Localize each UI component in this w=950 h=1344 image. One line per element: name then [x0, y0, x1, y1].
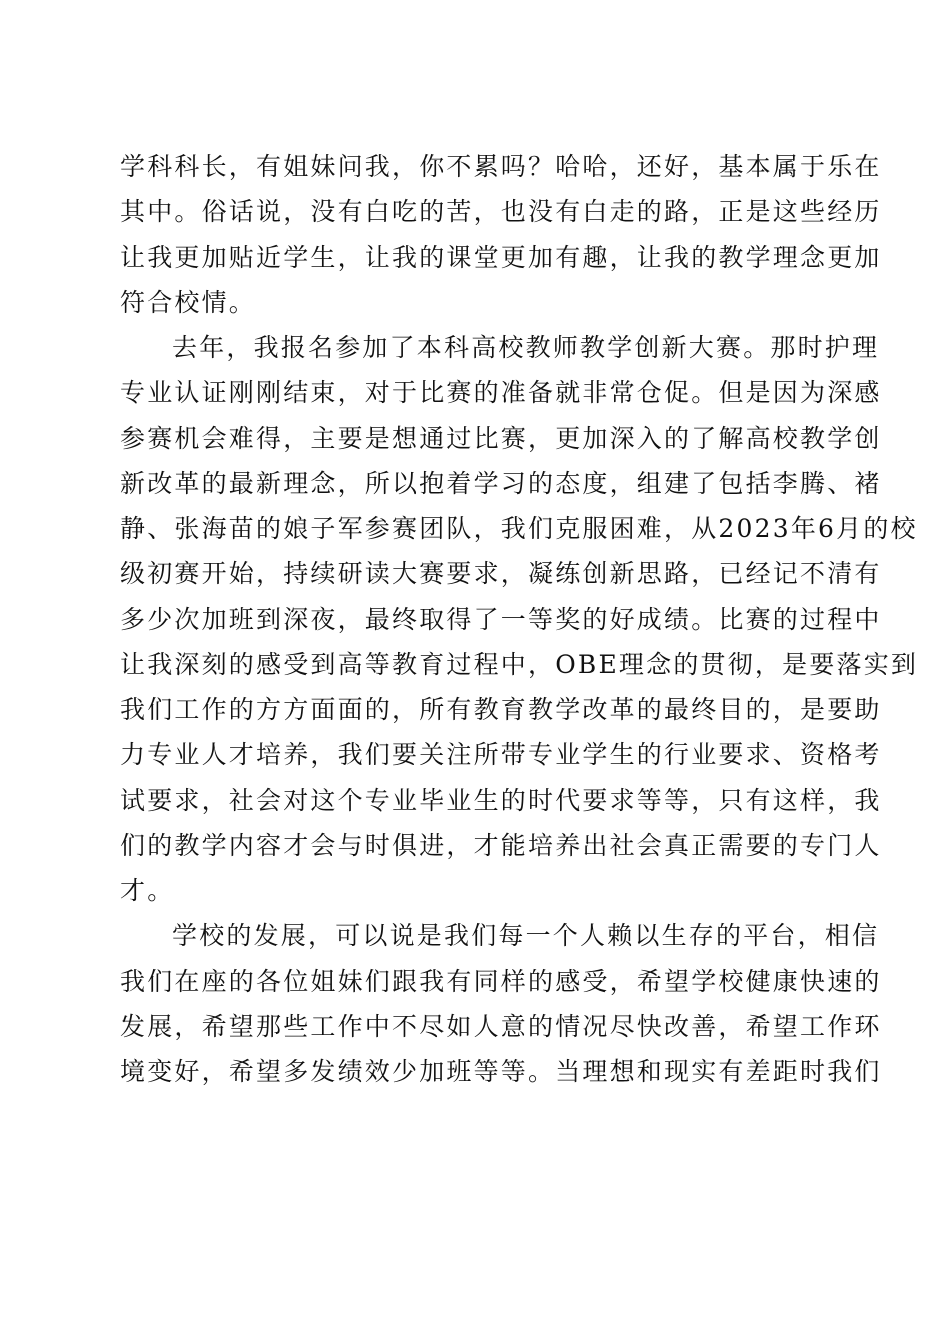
text-line: 们的教学内容才会与时俱进，才能培养出社会真正需要的专门人	[120, 830, 882, 860]
text-line: 级初赛开始，持续研读大赛要求，凝练创新思路，已经记不清有	[120, 559, 882, 589]
text-line: 新改革的最新理念，所以抱着学习的态度，组建了包括李腾、褚	[120, 468, 882, 498]
document-body	[120, 144, 919, 1094]
text-line: 试要求，社会对这个专业毕业生的时代要求等等，只有这样，我	[120, 785, 882, 815]
text-line: 参赛机会难得，主要是想通过比赛，更加深入的了解高校教学创	[120, 423, 882, 453]
text-line: 让我深刻的感受到高等教育过程中，OBE理念的贯彻，是要落实到	[120, 649, 919, 679]
text-line: 发展，希望那些工作中不尽如人意的情况尽快改善，希望工作环	[120, 1011, 882, 1041]
text-line: 我们工作的方方面面的，所有教育教学改革的最终目的，是要助	[120, 695, 882, 724]
text-line: 让我更加贴近学生，让我的课堂更加有趣，让我的教学理念更加	[120, 242, 882, 272]
text-line: 境变好，希望多发绩效少加班等等。当理想和现实有差距时我们	[120, 1057, 882, 1086]
text-line: 专业认证刚刚结束，对于比赛的准备就非常仓促。但是因为深感	[120, 378, 882, 408]
text-line: 符合校情。	[120, 287, 257, 317]
paragraph-first-line: 去年，我报名参加了本科高校教师教学创新大赛。那时护理	[172, 333, 880, 362]
text-line: 才。	[120, 876, 175, 905]
text-line: 静、张海苗的娘子军参赛团队，我们克服困难，从2023年6月的校	[120, 514, 918, 543]
text-line: 力专业人才培养，我们要关注所带专业学生的行业要求、资格考	[120, 740, 882, 770]
paragraph-first-line: 学校的发展，可以说是我们每一个人赖以生存的平台，相信	[172, 921, 880, 951]
text-line: 其中。俗话说，没有白吃的苦，也没有白走的路，正是这些经历	[120, 197, 882, 227]
text-line: 我们在座的各位姐妹们跟我有同样的感受，希望学校健康快速的	[120, 966, 882, 996]
text-line: 学科科长，有姐妹问我，你不累吗？哈哈，还好，基本属于乐在	[120, 152, 882, 181]
text-line: 多少次加班到深夜，最终取得了一等奖的好成绩。比赛的过程中	[120, 604, 882, 634]
